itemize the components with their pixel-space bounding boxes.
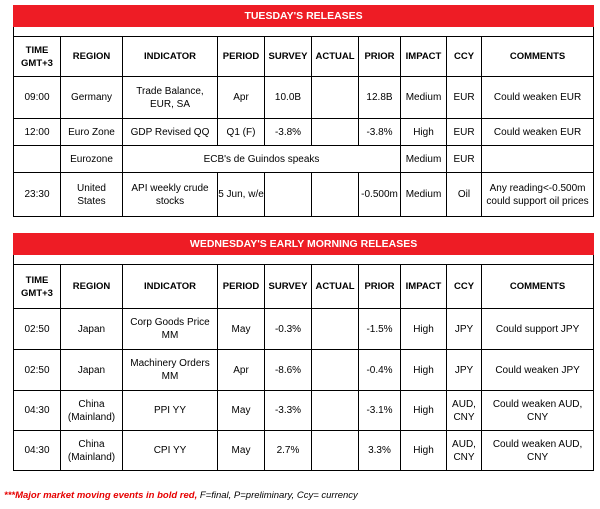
cell-region: China (Mainland): [61, 391, 123, 431]
table-row: [14, 309, 594, 350]
header-prior: PRIOR: [359, 37, 401, 77]
cell-time: 02:50: [14, 309, 61, 350]
header-survey: SURVEY: [265, 265, 312, 309]
cell-comments: Could weaken EUR: [482, 119, 594, 146]
header-period: PERIOD: [218, 37, 265, 77]
cell-region: United States: [61, 173, 123, 217]
cell-impact: High: [401, 350, 447, 391]
header-impact: IMPACT: [401, 37, 447, 77]
header-region: REGION: [61, 37, 123, 77]
header-time: TIME GMT+3: [14, 37, 61, 77]
cell-comments: Any reading<-0.500m could support oil prices: [482, 173, 594, 217]
header-ccy: CCY: [447, 265, 482, 309]
cell-region: Euro Zone: [61, 119, 123, 146]
cell-period: Apr: [218, 350, 265, 391]
cell-time: 23:30: [14, 173, 61, 217]
header-time: TIME GMT+3: [14, 265, 61, 309]
table-row: [14, 77, 594, 119]
cell-period: May: [218, 309, 265, 350]
header-actual: ACTUAL: [312, 265, 359, 309]
cell-survey: 10.0B: [265, 77, 312, 119]
cell-time: 04:30: [14, 431, 61, 471]
cell-ccy: JPY: [447, 309, 482, 350]
cell-indicator: Trade Balance, EUR, SA: [123, 77, 218, 119]
cell-prior: -3.8%: [359, 119, 401, 146]
cell-actual: [312, 391, 359, 431]
cell-actual: [312, 77, 359, 119]
wednesday-banner: WEDNESDAY'S EARLY MORNING RELEASES: [14, 234, 594, 255]
cell-survey: -8.6%: [265, 350, 312, 391]
header-actual: ACTUAL: [312, 37, 359, 77]
header-prior: PRIOR: [359, 265, 401, 309]
cell-indicator: Corp Goods Price MM: [123, 309, 218, 350]
cell-ccy: EUR: [447, 146, 482, 173]
cell-prior: 3.3%: [359, 431, 401, 471]
header-comments: COMMENTS: [482, 265, 594, 309]
header-indicator: INDICATOR: [123, 37, 218, 77]
cell-impact: High: [401, 119, 447, 146]
cell-indicator: PPI YY: [123, 391, 218, 431]
tuesday-releases-table: [13, 5, 594, 217]
cell-prior: -0.4%: [359, 350, 401, 391]
cell-period: May: [218, 431, 265, 471]
cell-indicator: API weekly crude stocks: [123, 173, 218, 217]
cell-ccy: Oil: [447, 173, 482, 217]
cell-period: Q1 (F): [218, 119, 265, 146]
table-row: [14, 119, 594, 146]
cell-impact: High: [401, 431, 447, 471]
spacer-row: [14, 255, 594, 265]
cell-prior: -3.1%: [359, 391, 401, 431]
cell-indicator: Machinery Orders MM: [123, 350, 218, 391]
cell-impact: Medium: [401, 146, 447, 173]
footnote: [4, 490, 358, 501]
header-period: PERIOD: [218, 265, 265, 309]
cell-actual: [312, 309, 359, 350]
cell-actual: [312, 431, 359, 471]
cell-impact: Medium: [401, 173, 447, 217]
table-row: [14, 431, 594, 471]
cell-impact: High: [401, 309, 447, 350]
cell-period: Apr: [218, 77, 265, 119]
wednesday-releases-table: [13, 233, 594, 471]
cell-ccy: EUR: [447, 77, 482, 119]
cell-time: 12:00: [14, 119, 61, 146]
cell-survey: [265, 173, 312, 217]
cell-time: 04:30: [14, 391, 61, 431]
footnote-highlight: ***Major market moving events in bold red,: [4, 490, 198, 501]
cell-comments: Could weaken AUD, CNY: [482, 391, 594, 431]
cell-comments: Could support JPY: [482, 309, 594, 350]
cell-region: Japan: [61, 309, 123, 350]
cell-time: 09:00: [14, 77, 61, 119]
table-row: [14, 391, 594, 431]
cell-ccy: EUR: [447, 119, 482, 146]
table-row: [14, 146, 594, 173]
cell-region: Japan: [61, 350, 123, 391]
cell-actual: [312, 173, 359, 217]
cell-time: 02:50: [14, 350, 61, 391]
cell-region: Eurozone: [61, 146, 123, 173]
cell-survey: -3.3%: [265, 391, 312, 431]
cell-actual: [312, 350, 359, 391]
cell-period: 5 Jun, w/e: [218, 173, 265, 217]
table-row: [14, 173, 594, 217]
cell-survey: -3.8%: [265, 119, 312, 146]
cell-prior: -0.500m: [359, 173, 401, 217]
header-survey: SURVEY: [265, 37, 312, 77]
header-ccy: CCY: [447, 37, 482, 77]
cell-survey: 2.7%: [265, 431, 312, 471]
cell-impact: Medium: [401, 77, 447, 119]
cell-region: Germany: [61, 77, 123, 119]
cell-comments: Could weaken JPY: [482, 350, 594, 391]
header-impact: IMPACT: [401, 265, 447, 309]
cell-actual: [312, 119, 359, 146]
cell-indicator: GDP Revised QQ: [123, 119, 218, 146]
cell-time: [14, 146, 61, 173]
cell-ccy: AUD, CNY: [447, 391, 482, 431]
cell-indicator: CPI YY: [123, 431, 218, 471]
header-comments: COMMENTS: [482, 37, 594, 77]
table-row: [14, 350, 594, 391]
footnote-legend: F=final, P=preliminary, Ccy= currency: [197, 490, 358, 501]
cell-prior: 12.8B: [359, 77, 401, 119]
cell-comments: Could weaken EUR: [482, 77, 594, 119]
cell-ccy: AUD, CNY: [447, 431, 482, 471]
cell-comments: [482, 146, 594, 173]
cell-period: May: [218, 391, 265, 431]
cell-prior: -1.5%: [359, 309, 401, 350]
spacer-row: [14, 27, 594, 37]
tuesday-banner: TUESDAY'S RELEASES: [14, 6, 594, 27]
header-region: REGION: [61, 265, 123, 309]
cell-ccy: JPY: [447, 350, 482, 391]
cell-impact: High: [401, 391, 447, 431]
header-indicator: INDICATOR: [123, 265, 218, 309]
cell-comments: Could weaken AUD, CNY: [482, 431, 594, 471]
cell-indicator: ECB's de Guindos speaks: [123, 146, 401, 173]
cell-region: China (Mainland): [61, 431, 123, 471]
cell-survey: -0.3%: [265, 309, 312, 350]
